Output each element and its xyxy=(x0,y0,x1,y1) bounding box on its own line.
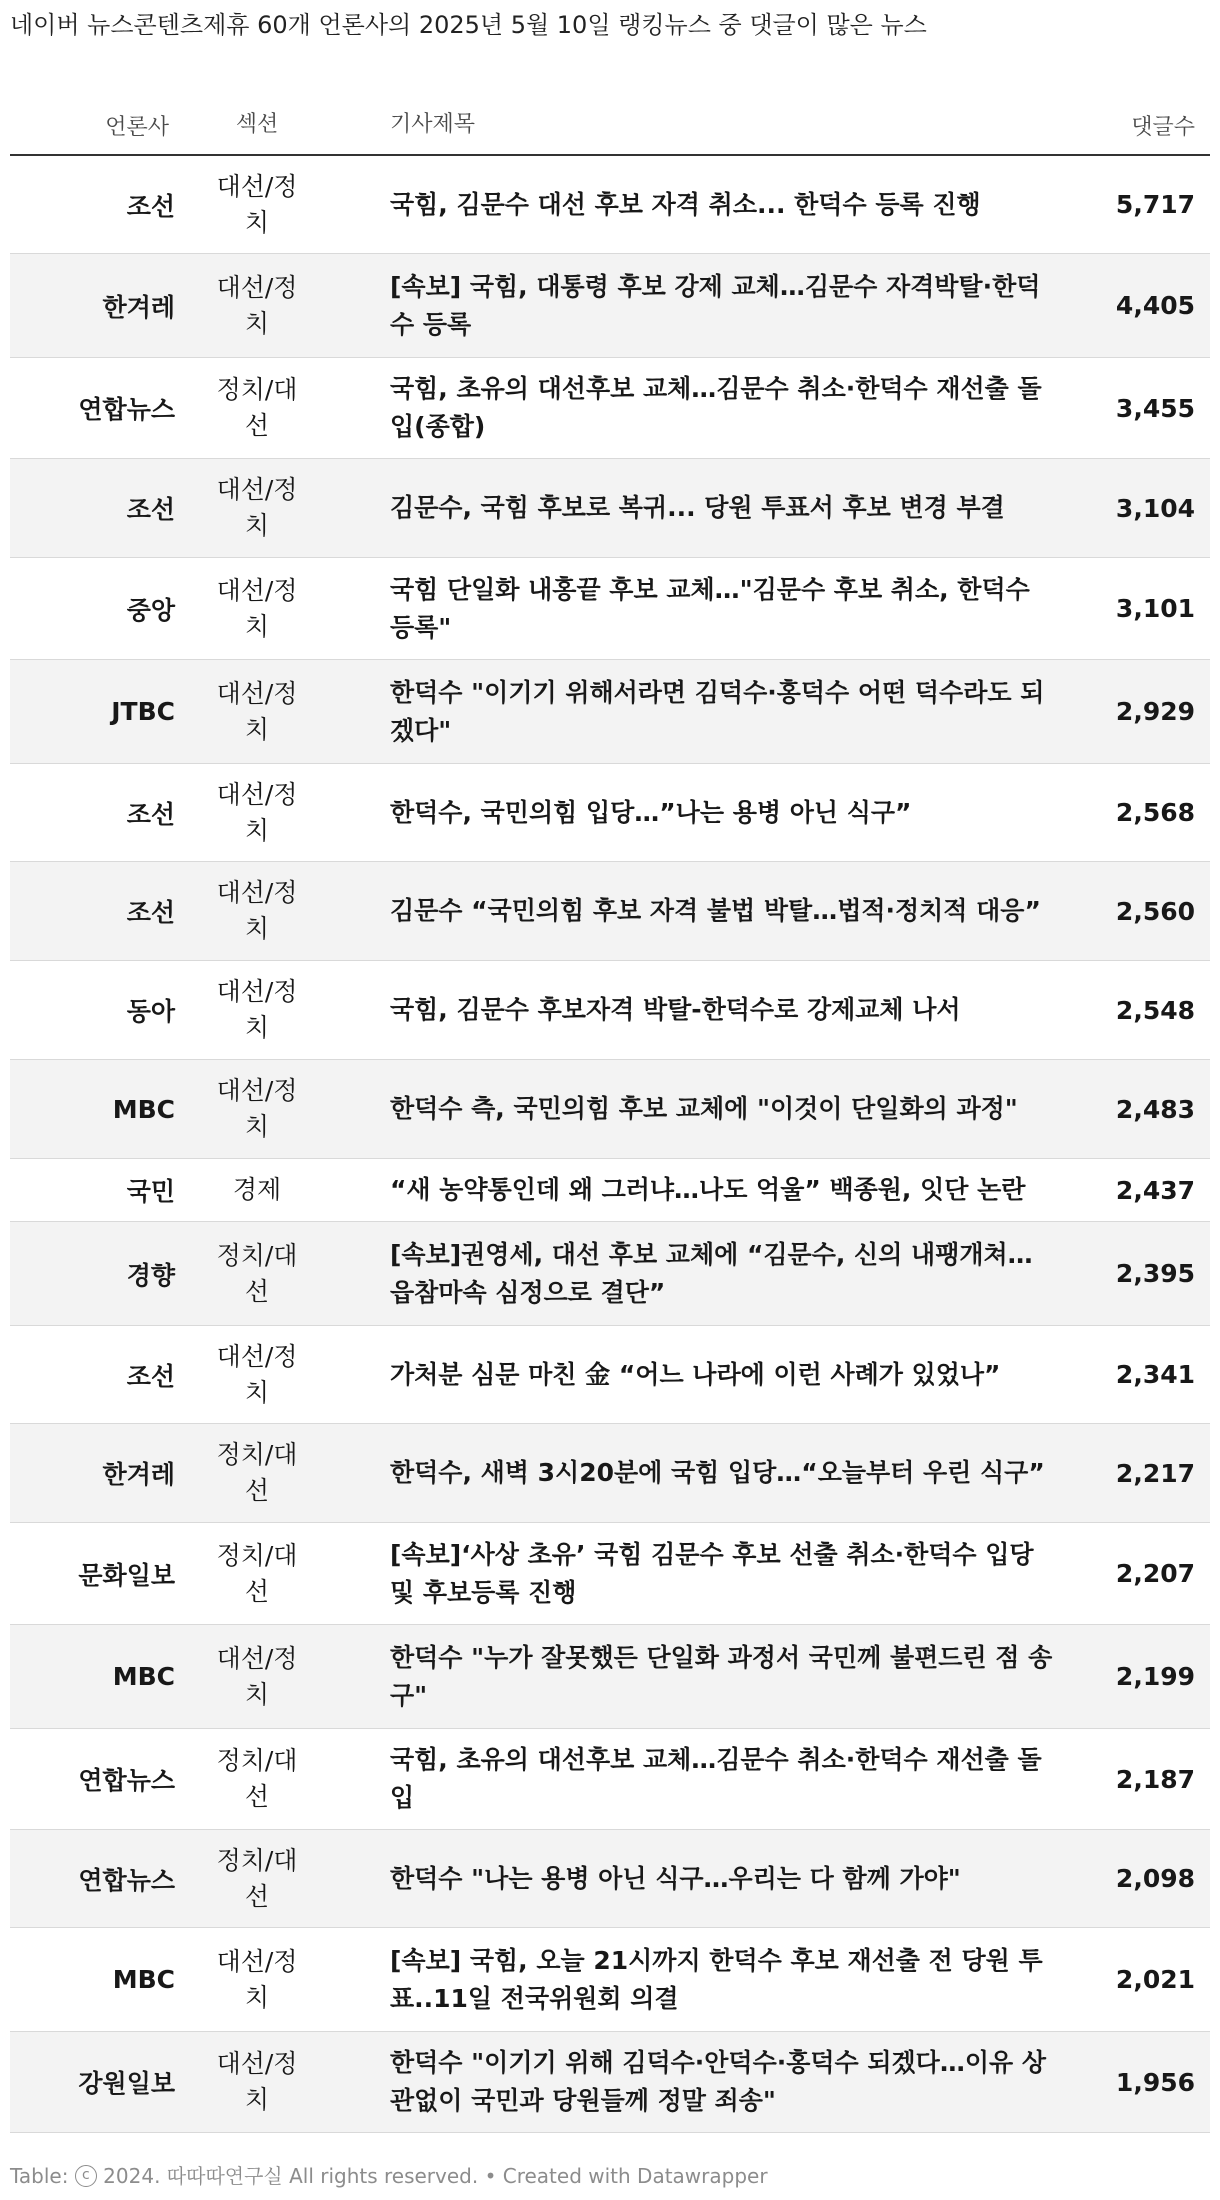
cell-comments: 2,483 xyxy=(1115,1094,1195,1124)
table-row xyxy=(10,1729,1210,1830)
cell-press: 연합뉴스 xyxy=(78,395,175,424)
cell-title: [속보]‘사상 초유’ 국힘 김문수 후보 선출 취소·한덕수 입당 및 후보등록 진행 xyxy=(390,1539,1034,1607)
cell-title: 한덕수 "이기기 위해 김덕수·안덕수·홍덕수 되겠다…이유 상관없이 국민과 당원들께 정말 죄송" xyxy=(390,2048,1046,2115)
header-title[interactable]: 기사제목 xyxy=(390,112,476,137)
ranking-table xyxy=(10,96,1210,2133)
cell-section: 대선/정치 xyxy=(216,575,298,641)
cell-comments: 4,405 xyxy=(1115,291,1195,320)
copyright-icon: c xyxy=(75,2165,97,2187)
cell-press: MBC xyxy=(112,1965,175,1994)
cell-title: 국힘, 김문수 후보자격 박탈-한덕수로 강제교체 나서 xyxy=(390,995,961,1024)
footer xyxy=(10,2160,768,2189)
table-row xyxy=(10,1424,1210,1523)
cell-title: [속보]권영세, 대선 후보 교체에 “김문수, 신의 내팽개쳐…읍참마속 심정으로 결단” xyxy=(390,1239,1033,1307)
cell-section: 대선/정치 xyxy=(216,1341,298,1407)
cell-comments: 3,455 xyxy=(1115,393,1195,423)
cell-press: 한겨레 xyxy=(102,1460,175,1489)
table-row xyxy=(10,1928,1210,2032)
cell-press: 조선 xyxy=(126,898,175,927)
table-row xyxy=(10,1222,1210,1326)
table-row xyxy=(10,660,1210,764)
table-row xyxy=(10,961,1210,1060)
cell-press: MBC xyxy=(112,1094,175,1124)
cell-section: 정치/대선 xyxy=(216,1240,298,1306)
header-section[interactable]: 섹션 xyxy=(235,112,279,137)
table-row xyxy=(10,1060,1210,1159)
cell-press: 문화일보 xyxy=(78,1560,175,1590)
cell-section: 대선/정치 xyxy=(216,878,298,943)
cell-section: 대선/정치 xyxy=(216,1643,298,1709)
cell-comments: 2,341 xyxy=(1115,1360,1195,1389)
cell-press: 국민 xyxy=(126,1177,175,1206)
cell-section: 정치/대선 xyxy=(216,1845,298,1911)
cell-section: 대선/정치 xyxy=(216,977,298,1042)
cell-press: 연합뉴스 xyxy=(78,1865,175,1895)
cell-comments: 3,101 xyxy=(1115,594,1195,623)
table-row xyxy=(10,1523,1210,1625)
cell-section: 대선/정치 xyxy=(216,272,298,338)
cell-section: 대선/정치 xyxy=(216,1076,298,1141)
cell-section: 대선/정치 xyxy=(216,171,298,237)
cell-section: 대선/정치 xyxy=(216,779,298,845)
table-row xyxy=(10,558,1210,660)
cell-title: 한덕수 측, 국민의힘 후보 교체에 "이것이 단일화의 과정" xyxy=(390,1094,1018,1123)
cell-press: JTBC xyxy=(111,697,175,726)
cell-comments: 2,098 xyxy=(1115,1864,1195,1893)
cell-section: 대선/정치 xyxy=(216,678,298,744)
cell-section: 대선/정치 xyxy=(216,1946,298,2012)
cell-comments: 2,929 xyxy=(1115,697,1195,726)
cell-title: [속보] 국힘, 오늘 21시까지 한덕수 후보 재선출 전 당원 투표..11일 전국위원회 의결 xyxy=(390,1945,1043,2013)
cell-title: [속보] 국힘, 대통령 후보 강제 교체…김문수 자격박탈·한덕수 등록 xyxy=(390,271,1041,339)
table-body xyxy=(10,156,1210,2133)
cell-title: 김문수 “국민의힘 후보 자격 불법 박탈…법적·정치적 대응” xyxy=(390,896,1041,925)
table-row xyxy=(10,1625,1210,1729)
cell-title: 김문수, 국힘 후보로 복귀... 당원 투표서 후보 변경 부결 xyxy=(390,493,1005,522)
cell-title: “새 농약통인데 왜 그러냐…나도 억울” 백종원, 잇단 논란 xyxy=(390,1175,1026,1204)
cell-press: 동아 xyxy=(126,997,175,1026)
cell-section: 정치/대선 xyxy=(216,1540,298,1606)
cell-section: 대선/정치 xyxy=(216,475,298,540)
table-row xyxy=(10,156,1210,254)
table-row xyxy=(10,862,1210,961)
cell-title: 국힘, 김문수 대선 후보 자격 취소... 한덕수 등록 진행 xyxy=(390,189,981,219)
cell-comments: 2,548 xyxy=(1115,995,1195,1025)
table-row xyxy=(10,1159,1210,1222)
cell-comments: 2,568 xyxy=(1115,798,1195,827)
cell-press: 경향 xyxy=(126,1260,175,1290)
cell-comments: 2,560 xyxy=(1115,896,1195,926)
cell-comments: 2,395 xyxy=(1115,1259,1195,1288)
cell-press: 조선 xyxy=(126,495,175,524)
cell-comments: 1,956 xyxy=(1115,2067,1195,2097)
table-row xyxy=(10,1326,1210,1424)
cell-section: 경제 xyxy=(232,1175,282,1204)
cell-press: 중앙 xyxy=(126,595,175,625)
page-title: 네이버 뉴스콘텐츠제휴 60개 언론사의 2025년 5월 10일 랭킹뉴스 중 댓글이 많은 뉴스 xyxy=(10,11,927,39)
cell-press: 한겨레 xyxy=(102,292,175,322)
cell-press: 조선 xyxy=(126,191,175,221)
header-comments[interactable]: 댓글수 xyxy=(1131,114,1195,140)
table-row xyxy=(10,459,1210,558)
cell-title: 한덕수 "이기기 위해서라면 김덕수·홍덕수 어떤 덕수라도 되겠다" xyxy=(390,677,1045,745)
table-row xyxy=(10,254,1210,358)
cell-press: 연합뉴스 xyxy=(78,1766,175,1795)
cell-press: 강원일보 xyxy=(78,2069,175,2098)
cell-comments: 2,021 xyxy=(1115,1965,1195,1994)
cell-title: 국힘, 초유의 대선후보 교체…김문수 취소·한덕수 재선출 돌입(종합) xyxy=(390,374,1042,441)
footer-prefix: Table: xyxy=(10,2164,75,2188)
cell-section: 정치/대선 xyxy=(216,1440,298,1505)
cell-title: 한덕수, 국민의힘 입당…”나는 용병 아닌 식구” xyxy=(390,797,912,827)
footer-credit[interactable]: • Created with Datawrapper xyxy=(478,2164,768,2188)
cell-section: 대선/정치 xyxy=(216,2049,298,2114)
cell-title: 가처분 심문 마친 金 “어느 나라에 이런 사례가 있었나” xyxy=(390,1359,1001,1389)
table-row xyxy=(10,358,1210,459)
cell-section: 정치/대선 xyxy=(216,1746,298,1811)
cell-comments: 3,104 xyxy=(1115,493,1195,523)
cell-comments: 2,437 xyxy=(1115,1175,1195,1205)
cell-title: 국힘, 초유의 대선후보 교체…김문수 취소·한덕수 재선출 돌입 xyxy=(390,1745,1042,1812)
table-header xyxy=(10,96,1210,156)
header-press[interactable]: 언론사 xyxy=(105,114,169,140)
table-row xyxy=(10,1830,1210,1928)
cell-press: 조선 xyxy=(126,799,175,829)
cell-title: 한덕수 "누가 잘못했든 단일화 과정서 국민께 불편드린 점 송구" xyxy=(390,1642,1053,1710)
cell-press: 조선 xyxy=(126,1361,175,1391)
cell-press: MBC xyxy=(112,1662,175,1691)
cell-section: 정치/대선 xyxy=(216,375,298,440)
cell-title: 한덕수, 새벽 3시20분에 국힘 입당…“오늘부터 우린 식구” xyxy=(390,1458,1045,1487)
table-row xyxy=(10,2032,1210,2133)
cell-comments: 2,187 xyxy=(1115,1764,1195,1794)
cell-comments: 2,207 xyxy=(1115,1559,1195,1588)
cell-title: 한덕수 "나는 용병 아닌 식구…우리는 다 함께 가야" xyxy=(390,1863,961,1893)
table-row xyxy=(10,764,1210,862)
footer-rights: 2024. 따따따연구실 All rights reserved. xyxy=(96,2164,479,2188)
cell-comments: 2,217 xyxy=(1115,1458,1195,1488)
cell-comments: 2,199 xyxy=(1115,1662,1195,1691)
cell-comments: 5,717 xyxy=(1115,190,1195,219)
cell-title: 국힘 단일화 내홍끝 후보 교체…"김문수 후보 취소, 한덕수 등록" xyxy=(390,574,1030,642)
